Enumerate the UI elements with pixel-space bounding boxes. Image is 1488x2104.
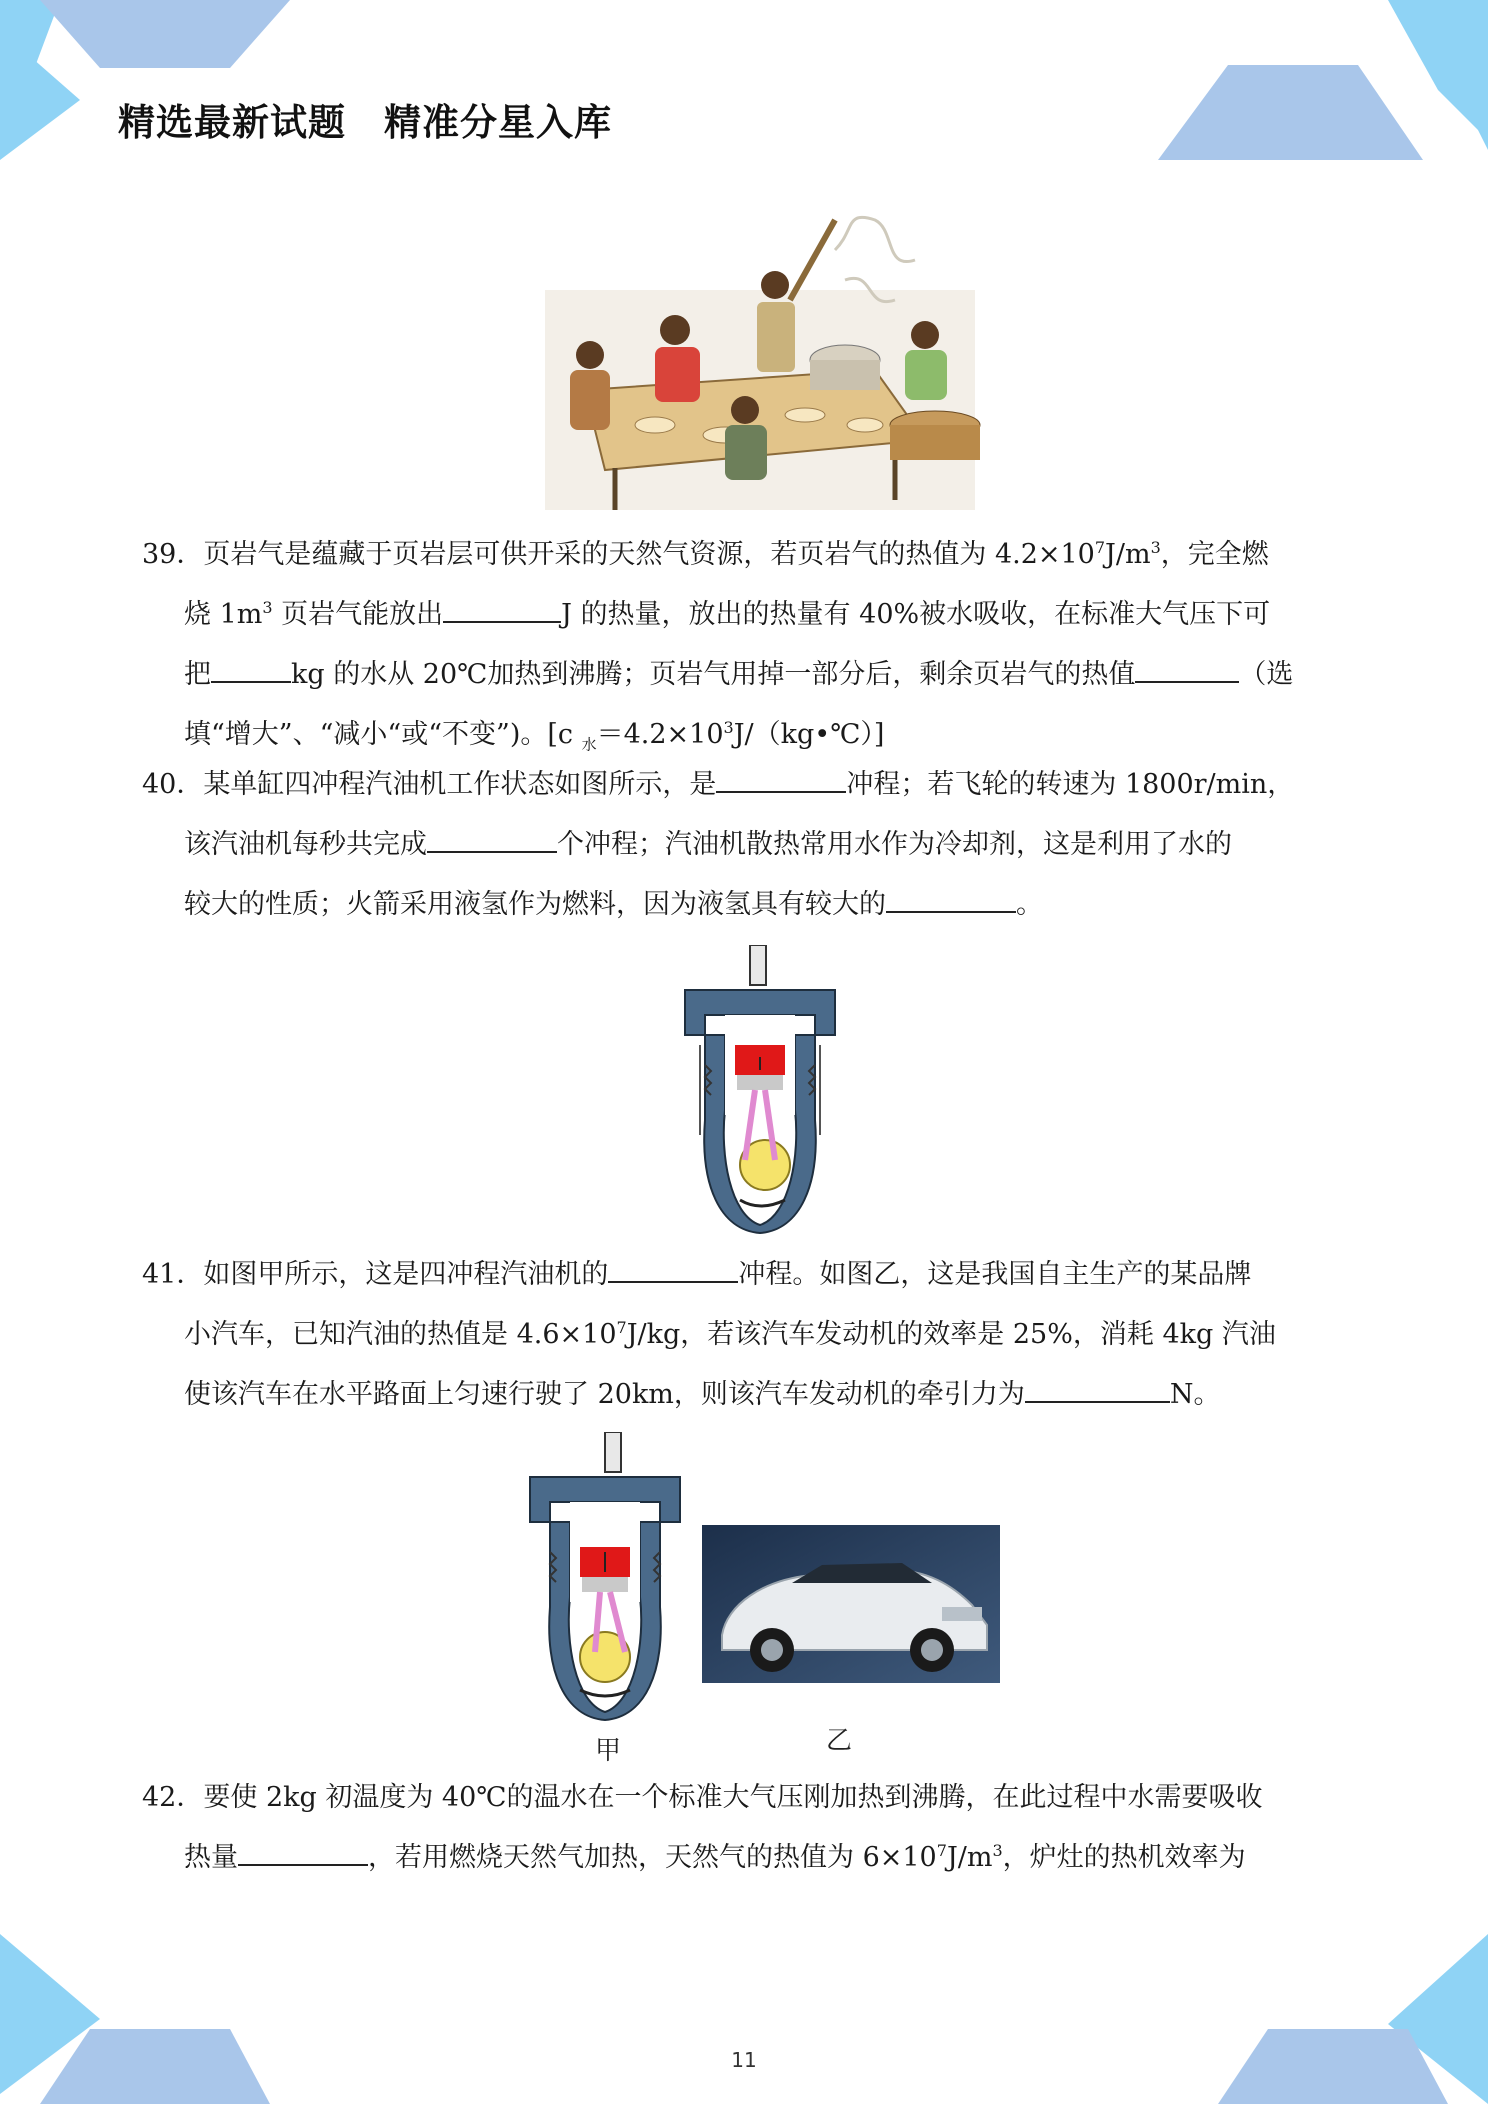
q39-text: （选: [1239, 659, 1294, 690]
q39-text: 页岩气能放出: [272, 599, 444, 630]
superscript: 7: [1094, 538, 1106, 557]
q42-text: 要使 2kg 初温度为 40℃的温水在一个标准大气压刚加热到沸腾，在此过程中水需要吸收: [203, 1782, 1263, 1813]
answer-blank[interactable]: [238, 1842, 368, 1866]
q41-text: 冲程。如图乙，这是我国自主生产的某品牌: [738, 1259, 1252, 1290]
q39-text: J 的热量，放出的热量有 40%被水吸收，在标准大气压下可: [561, 599, 1271, 630]
decor-top-right: [1158, 0, 1488, 170]
answer-blank[interactable]: [211, 659, 291, 683]
q42-line-2: [142, 1828, 1352, 1888]
q39-text: 填“增大”、“减小“或“不变”)。[c: [184, 719, 582, 750]
q39-line-1: [142, 525, 1352, 585]
superscript: 7: [936, 1841, 947, 1860]
q40-text: 某单缸四冲程汽油机工作状态如图所示，是: [203, 769, 717, 800]
question-number: 41．: [142, 1259, 204, 1290]
page-header-title: 精选最新试题 精准分星入库: [118, 101, 612, 144]
q41-line-2: [142, 1305, 1352, 1365]
answer-blank[interactable]: [1135, 659, 1239, 683]
engine-cylinder-diagram: [680, 945, 840, 1235]
q39-text: kg 的水从 20℃加热到沸腾；页岩气用掉一部分后，剩余页岩气的热值: [291, 659, 1136, 690]
question-40: [142, 755, 1352, 935]
car-photo-yi: [702, 1525, 1000, 1683]
superscript: 3: [723, 718, 734, 737]
question-number: 40．: [142, 769, 204, 800]
q41-text: N。: [1169, 1379, 1221, 1410]
page-number: 11: [731, 2048, 757, 2072]
answer-blank[interactable]: [886, 889, 1016, 913]
q40-text: 该汽油机每秒共完成: [184, 829, 427, 860]
question-number: 42．: [142, 1782, 204, 1813]
q40-line-1: [142, 755, 1352, 815]
q39-text: J/m: [1105, 539, 1151, 570]
q39-text: ＝4.2×10: [596, 719, 724, 750]
q41-text: J/kg，若该汽车发动机的效率是 25%，消耗 4kg 汽油: [626, 1319, 1276, 1350]
answer-blank[interactable]: [716, 769, 846, 793]
question-42: [142, 1768, 1352, 1888]
subscript: 水: [581, 735, 597, 754]
q39-text: ，完全燃: [1160, 539, 1269, 570]
q40-text: 冲程；若飞轮的转速为 1800r/min，: [846, 769, 1295, 800]
q41-text: 使该汽车在水平路面上匀速行驶了 20km，则该汽车发动机的牵引力为: [184, 1379, 1025, 1410]
superscript: 3: [992, 1841, 1003, 1860]
engine-diagram-jia: [525, 1432, 685, 1722]
q41-text: 小汽车，已知汽油的热值是 4.6×10: [184, 1319, 617, 1350]
q41-text: 如图甲所示，这是四冲程汽油机的: [203, 1259, 609, 1290]
q42-text: ，炉灶的热机效率为: [1002, 1842, 1246, 1873]
q39-text: 页岩气是蕴藏于页岩层可供开采的天然气资源，若页岩气的热值为 4.2×10: [203, 539, 1095, 570]
q42-text: 热量: [184, 1842, 238, 1873]
q40-text: 个冲程；汽油机散热常用水作为冷却剂，这是利用了水的: [557, 829, 1232, 860]
q40-text: 较大的性质；火箭采用液氢作为燃料，因为液氢具有较大的: [184, 889, 886, 920]
q40-line-2: [142, 815, 1352, 875]
decor-bottom-right: [1158, 1934, 1488, 2104]
answer-blank[interactable]: [443, 599, 561, 623]
q40-line-3: [142, 875, 1352, 935]
cooking-scene-illustration: [545, 210, 985, 515]
question-41: [142, 1245, 1352, 1425]
q42-text: J/m: [946, 1842, 993, 1873]
superscript: 3: [1150, 538, 1161, 557]
q39-line-3: [142, 645, 1352, 705]
answer-blank[interactable]: [608, 1259, 738, 1283]
q41-line-1: [142, 1245, 1352, 1305]
q42-text: ，若用燃烧天然气加热，天然气的热值为 6×10: [368, 1842, 937, 1873]
question-number: 39．: [142, 539, 204, 570]
q41-line-3: [142, 1365, 1352, 1425]
q39-text: 把: [184, 659, 211, 690]
q40-text: 。: [1016, 889, 1043, 920]
q42-line-1: [142, 1768, 1352, 1828]
answer-blank[interactable]: [427, 829, 557, 853]
q39-text: 烧 1m: [184, 599, 263, 630]
superscript: 7: [616, 1318, 627, 1337]
decor-bottom-left: [0, 1934, 300, 2104]
answer-blank[interactable]: [1025, 1379, 1170, 1403]
q39-text: J/（kg•℃）]: [733, 719, 885, 750]
figure-caption-jia: 甲: [595, 1736, 622, 1766]
q39-line-2: [142, 585, 1352, 645]
question-39: [142, 525, 1352, 765]
figure-caption-yi: 乙: [826, 1726, 853, 1756]
superscript: 3: [262, 598, 273, 617]
